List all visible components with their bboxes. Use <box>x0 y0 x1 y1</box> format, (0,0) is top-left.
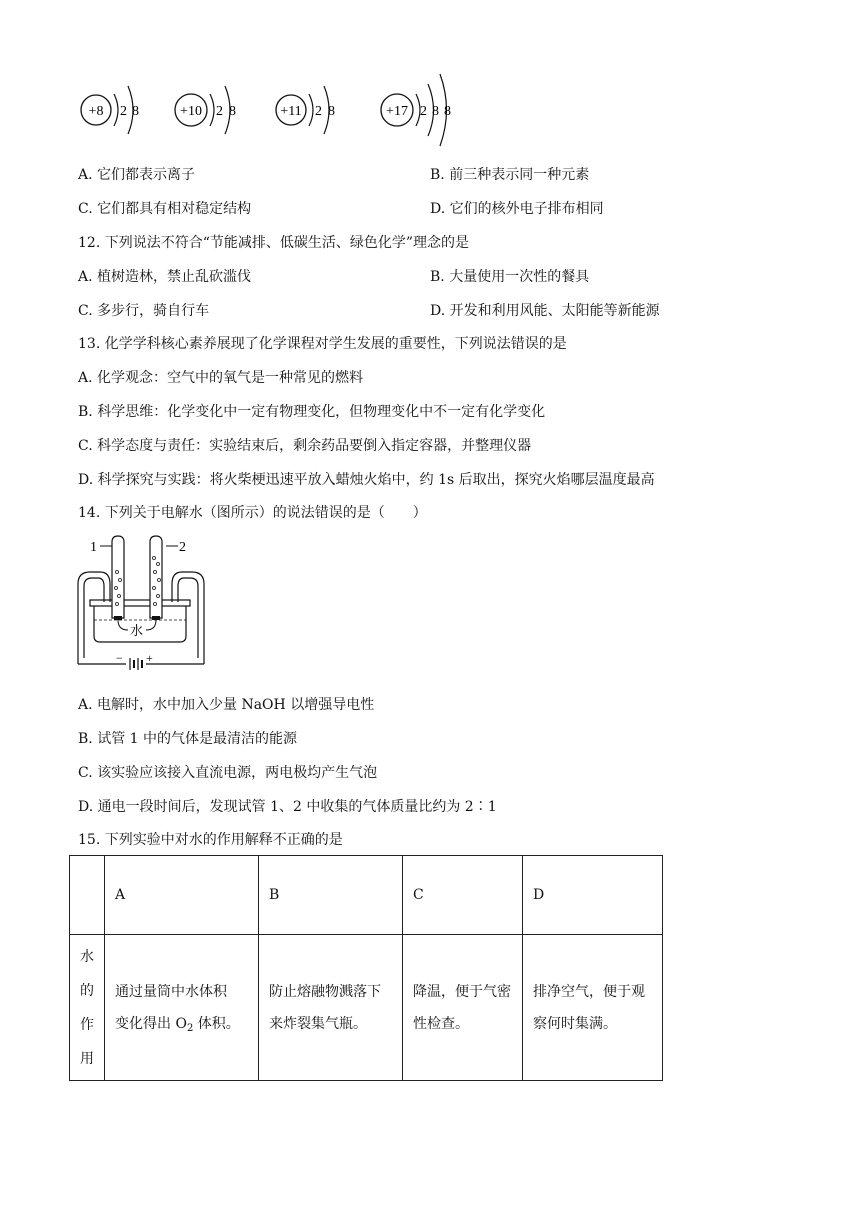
q15-header-d: D <box>523 856 663 935</box>
q15-row-label <box>70 935 105 1081</box>
q11-option-a: A. 它们都表示离子 <box>78 167 196 183</box>
cell-a-line-2 <box>115 1008 258 1040</box>
q12-option-b: B. 大量使用一次性的餐具 <box>430 269 590 285</box>
row-label-char-3: 作 <box>80 1016 94 1033</box>
shell-electrons-4-1: 2 <box>420 104 427 119</box>
q15-stem: 15. 下列实验中对水的作用解释不正确的是 <box>78 832 343 848</box>
q15-cell-a <box>105 935 259 1081</box>
shell-electrons-4-2: 8 <box>432 104 439 119</box>
q13-option-b: B. 科学思维：化学变化中一定有物理变化，但物理变化中不一定有化学变化 <box>78 404 546 420</box>
q14-option-b: B. 试管 1 中的气体是最清洁的能源 <box>78 731 297 747</box>
battery-positive-label: + <box>146 651 153 665</box>
cell-c-line-2: 性检查。 <box>413 1015 469 1032</box>
q14-stem: 14. 下列关于电解水（图所示）的说法错误的是（ ） <box>78 505 427 521</box>
shell-electrons-4-3: 8 <box>444 104 451 119</box>
cell-c-line-1: 降温，便于气密 <box>413 983 511 1000</box>
cell-a-line-1: 通过量筒中水体积 <box>115 983 227 1000</box>
atom-diagram-1 <box>81 86 139 134</box>
tube-2-label: 2 <box>179 540 186 555</box>
q12-option-d: D. 开发和利用风能、太阳能等新能源 <box>430 303 660 319</box>
row-label-char-1: 水 <box>80 948 94 965</box>
shell-electrons-1-1: 2 <box>120 104 127 119</box>
atom-diagram-4 <box>381 74 451 146</box>
q13-option-a: A. 化学观念：空气中的氧气是一种常见的燃料 <box>78 370 364 386</box>
nucleus-charge-1: +8 <box>88 104 104 119</box>
q15-cell-d <box>523 935 663 1081</box>
q15-cell-b <box>259 935 403 1081</box>
q15-header-c: C <box>403 856 523 935</box>
row-label-char-4: 用 <box>80 1050 94 1067</box>
q15-header-b: B <box>259 856 403 935</box>
cell-a-text-post: 体积。 <box>193 1015 240 1032</box>
cell-b-line-2: 来炸裂集气瓶。 <box>269 1015 367 1032</box>
shell-electrons-3-1: 2 <box>315 104 322 119</box>
atom-structure-diagram <box>70 70 470 150</box>
q15-cell-c <box>403 935 523 1081</box>
q15-corner-cell <box>70 856 105 935</box>
q13-option-c: C. 科学态度与责任：实验结束后，剩余药品要倒入指定容器，并整理仪器 <box>78 438 532 454</box>
q12-option-c: C. 多步行，骑自行车 <box>78 303 210 319</box>
shell-electrons-1-2: 8 <box>132 104 139 119</box>
q14-option-c: C. 该实验应该接入直流电源，两电极均产生气泡 <box>78 765 378 781</box>
q13-option-d: D. 科学探究与实践：将火柴梗迅速平放入蜡烛火焰中，约 1s 后取出，探究火焰哪层温度最高 <box>78 472 655 488</box>
shell-electrons-2-1: 2 <box>216 104 223 119</box>
shell-electrons-3-2: 8 <box>328 104 335 119</box>
q14-option-d: D. 通电一段时间后，发现试管 1、2 中收集的气体质量比约为 2∶1 <box>78 799 497 815</box>
row-label-char-2: 的 <box>80 982 94 999</box>
nucleus-charge-2: +10 <box>180 104 202 119</box>
o2-subscript: 2 <box>186 1022 194 1034</box>
cell-b-line-1: 防止熔融物溅落下 <box>269 983 381 1000</box>
q15-header-a: A <box>105 856 259 935</box>
tube-1-label: 1 <box>90 540 97 555</box>
nucleus-charge-3: +11 <box>280 104 302 119</box>
nucleus-charge-4: +17 <box>386 104 408 119</box>
q15-table <box>69 855 663 1081</box>
water-label: 水 <box>130 623 144 638</box>
q12-option-a: A. 植树造林，禁止乱砍滥伐 <box>78 269 252 285</box>
cell-d-line-2: 察何时集满。 <box>533 1015 617 1032</box>
cell-d-line-1: 排净空气，便于观 <box>533 983 645 1000</box>
electrolysis-apparatus-figure <box>76 532 216 672</box>
atom-diagram-3 <box>276 86 335 134</box>
shell-electrons-2-2: 8 <box>229 104 236 119</box>
q12-stem: 12. 下列说法不符合“节能减排、低碳生活、绿色化学”理念的是 <box>78 235 470 251</box>
atom-diagram-2 <box>175 86 236 134</box>
q14-option-a: A. 电解时，水中加入少量 NaOH 以增强导电性 <box>78 697 375 713</box>
q11-option-d: D. 它们的核外电子排布相同 <box>430 201 604 217</box>
q11-option-b: B. 前三种表示同一种元素 <box>430 167 590 183</box>
q13-stem: 13. 化学学科核心素养展现了化学课程对学生发展的重要性，下列说法错误的是 <box>78 336 567 352</box>
battery-negative-label: − <box>116 651 123 665</box>
q11-option-c: C. 它们都具有相对稳定结构 <box>78 201 252 217</box>
cell-a-text-pre: 变化得出 O <box>115 1015 187 1032</box>
